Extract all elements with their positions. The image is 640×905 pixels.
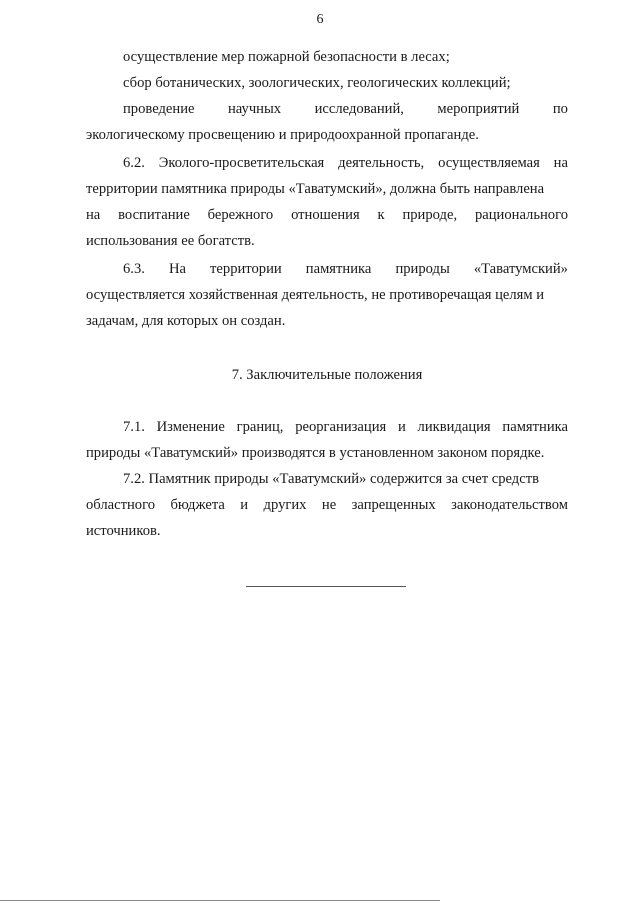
paragraph-line: территории памятника природы «Таватумский», должна быть направлена bbox=[86, 181, 545, 197]
section-heading: 7. Заключительные положения bbox=[231, 367, 423, 383]
paragraph-7-2 bbox=[86, 466, 568, 544]
list-item-fire-safety: осуществление мер пожарной безопасности в лесах; bbox=[123, 49, 450, 65]
paragraph-line: источников. bbox=[86, 523, 161, 539]
paragraph-line: на воспитание бережного отношения к природе, рационального bbox=[86, 207, 569, 223]
paragraph-line: 7.2. Памятник природы «Таватумский» содержится за счет средств bbox=[123, 471, 539, 487]
page-number: 6 bbox=[316, 12, 324, 27]
paragraph-line: 6.3. На территории памятника природы «Таватумский» bbox=[123, 261, 568, 277]
paragraph-line: областного бюджета и других не запрещенных законодательством bbox=[86, 497, 568, 513]
scan-edge-line bbox=[0, 900, 440, 901]
paragraph-6-3 bbox=[86, 256, 568, 334]
paragraph-line: 7.1. Изменение границ, реорганизация и ликвидация памятника bbox=[123, 419, 568, 435]
paragraph-line: природы «Таватумский» производятся в установленном законом порядке. bbox=[86, 445, 545, 461]
list-item bbox=[86, 70, 568, 96]
paragraph-6-2 bbox=[86, 150, 568, 254]
paragraph-line: проведение научных исследований, мероприятий по bbox=[123, 101, 568, 117]
paragraph-line: задачам, для которых он создан. bbox=[86, 313, 286, 329]
list-item bbox=[86, 44, 568, 70]
paragraph-line: осуществляется хозяйственная деятельность, не противоречащая целям и bbox=[86, 287, 545, 303]
paragraph-7-1 bbox=[86, 414, 568, 466]
list-item-collections: сбор ботанических, зоологических, геологических коллекций; bbox=[123, 75, 511, 91]
paragraph-line: использования ее богатств. bbox=[86, 233, 255, 249]
paragraph-line: экологическому просвещению и природоохранной пропаганде. bbox=[86, 127, 479, 143]
end-divider bbox=[246, 586, 406, 587]
paragraph-line: 6.2. Эколого-просветительская деятельность, осуществляемая на bbox=[123, 155, 568, 171]
paragraph-research bbox=[86, 96, 568, 148]
